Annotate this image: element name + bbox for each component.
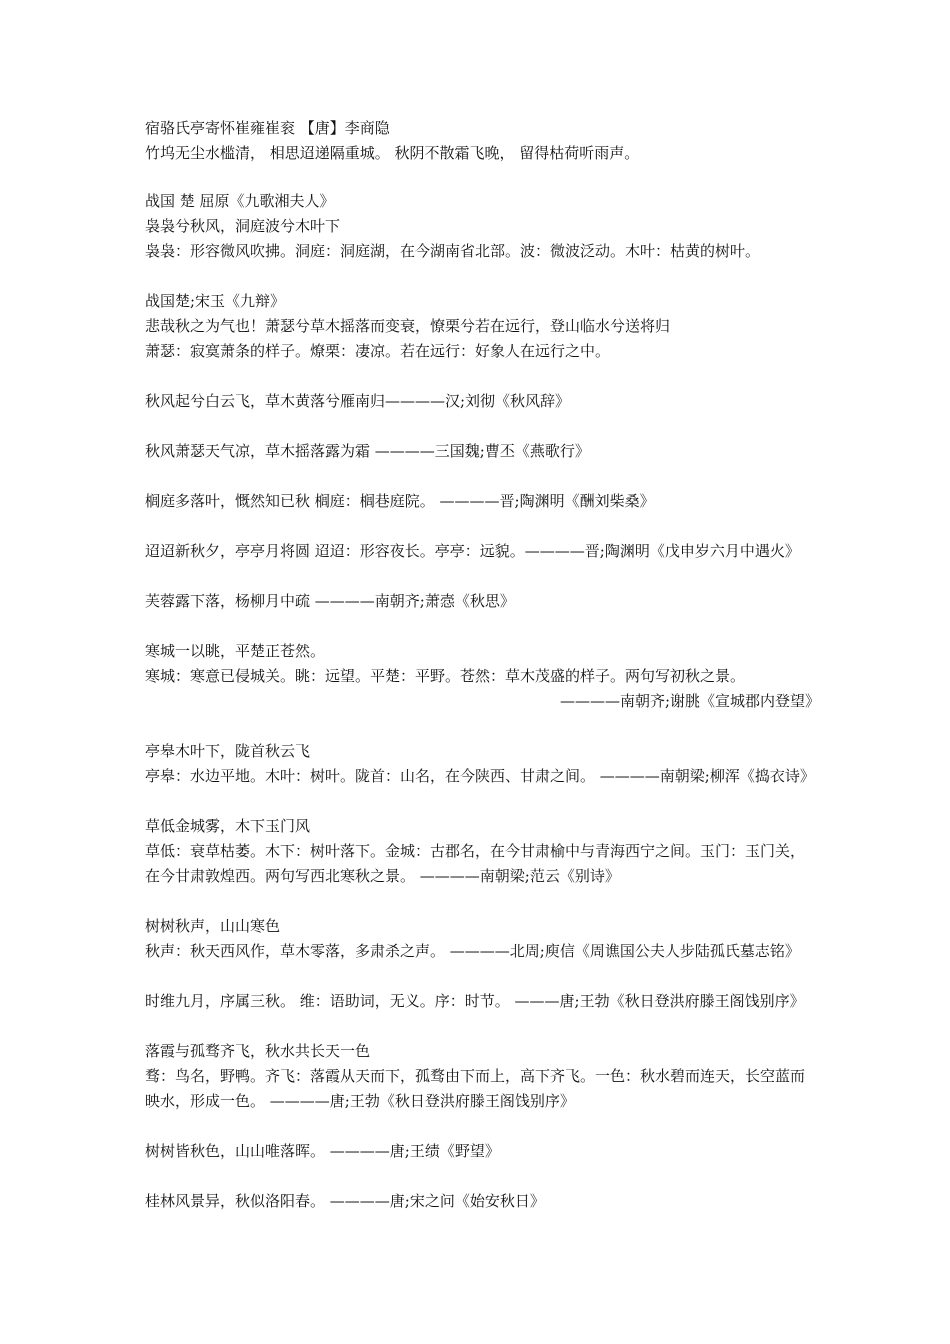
poem-verse-line: 竹坞无尘水槛清， 相思迢递隔重城。 秋阴不散霜飞晚， 留得枯荷听雨声。 (145, 144, 640, 162)
annotation-citation-line: 映水，形成一色。 ————唐;王勃《秋日登洪府滕王阁饯别序》 (145, 1092, 575, 1110)
verse-line: 袅袅兮秋风，洞庭波兮木叶下 (145, 217, 341, 235)
verse-citation-line: 榈庭多落叶，慨然知已秋 榈庭：榈巷庭院。 ————晋;陶渊明《酬刘柴桑》 (145, 492, 655, 510)
verse-citation-line: 秋风萧瑟天气凉，草木摇落露为霜 ————三国魏;曹丕《燕歌行》 (145, 442, 590, 460)
verse-citation-line: 迢迢新秋夕，亭亭月将圆 迢迢：形容夜长。亭亭：远貌。————晋;陶渊明《戊申岁六月中遇火》 (145, 542, 800, 560)
annotation-citation-line: 亭皋：水边平地。木叶：树叶。陇首：山名，在今陕西、甘肃之间。 ————南朝梁;柳浑《捣衣诗》 (145, 767, 815, 785)
annotation-line: 寒城：寒意已侵城关。眺：远望。平楚：平野。苍然：草木茂盛的样子。两句写初秋之景。 (145, 667, 746, 685)
verse-line: 寒城一以眺，平楚正苍然。 (145, 642, 326, 660)
verse-line: 亭皋木叶下，陇首秋云飞 (145, 742, 311, 760)
verse-line: 落霞与孤骛齐飞，秋水共长天一色 (145, 1042, 371, 1060)
source-line: 战国楚;宋玉《九辩》 (145, 292, 286, 310)
verse-citation-line: 树树皆秋色，山山唯落晖。 ————唐;王绩《野望》 (145, 1142, 500, 1160)
annotation-line: 草低：衰草枯萎。木下：树叶落下。金城：古郡名，在今甘肃榆中与青海西宁之间。玉门：玉门关， (145, 842, 806, 860)
annotation-citation-line: 秋声：秋天西风作，草木零落，多肃杀之声。 ————北周;庾信《周谯国公夫人步陆孤氏墓志铭》 (145, 942, 800, 960)
verse-citation-line: 时维九月，序属三秋。 维：语助词，无义。序：时节。 ———唐;王勃《秋日登洪府滕王阁饯别序》 (145, 992, 805, 1010)
verse-line: 草低金城雾，木下玉门风 (145, 817, 311, 835)
verse-citation-line: 秋风起兮白云飞，草木黄落兮雁南归————汉;刘彻《秋风辞》 (145, 392, 571, 410)
annotation-line: 萧瑟：寂寞萧条的样子。燎栗：凄凉。若在远行：好象人在远行之中。 (145, 342, 611, 360)
source-line: 战国 楚 屈原《九歌湘夫人》 (145, 192, 335, 210)
verse-citation-line: 芙蓉露下落，杨柳月中疏 ————南朝齐;萧悫《秋思》 (145, 592, 515, 610)
citation-line: ————南朝齐;谢朓《宣城郡内登望》 (559, 692, 820, 710)
verse-line: 悲哉秋之为气也！萧瑟兮草木摇落而变衰，憭栗兮若在远行，登山临水兮送将归 (145, 317, 671, 335)
annotation-line: 袅袅：形容微风吹拂。洞庭：洞庭湖，在今湖南省北部。波：微波泛动。木叶：枯黄的树叶。 (145, 242, 761, 260)
verse-citation-line: 桂林风景异，秋似洛阳春。 ————唐;宋之问《始安秋日》 (145, 1192, 545, 1210)
annotation-citation-line: 在今甘肃敦煌西。两句写西北寒秋之景。 ————南朝梁;范云《别诗》 (145, 867, 620, 885)
poem-title-line: 宿骆氏亭寄怀崔雍崔衮 【唐】李商隐 (145, 119, 390, 137)
verse-line: 树树秋声，山山寒色 (145, 917, 281, 935)
annotation-line: 骛：鸟名，野鸭。齐飞：落霞从天而下，孤骛由下而上，高下齐飞。一色：秋水碧而连天，长空蓝而 (145, 1067, 806, 1085)
